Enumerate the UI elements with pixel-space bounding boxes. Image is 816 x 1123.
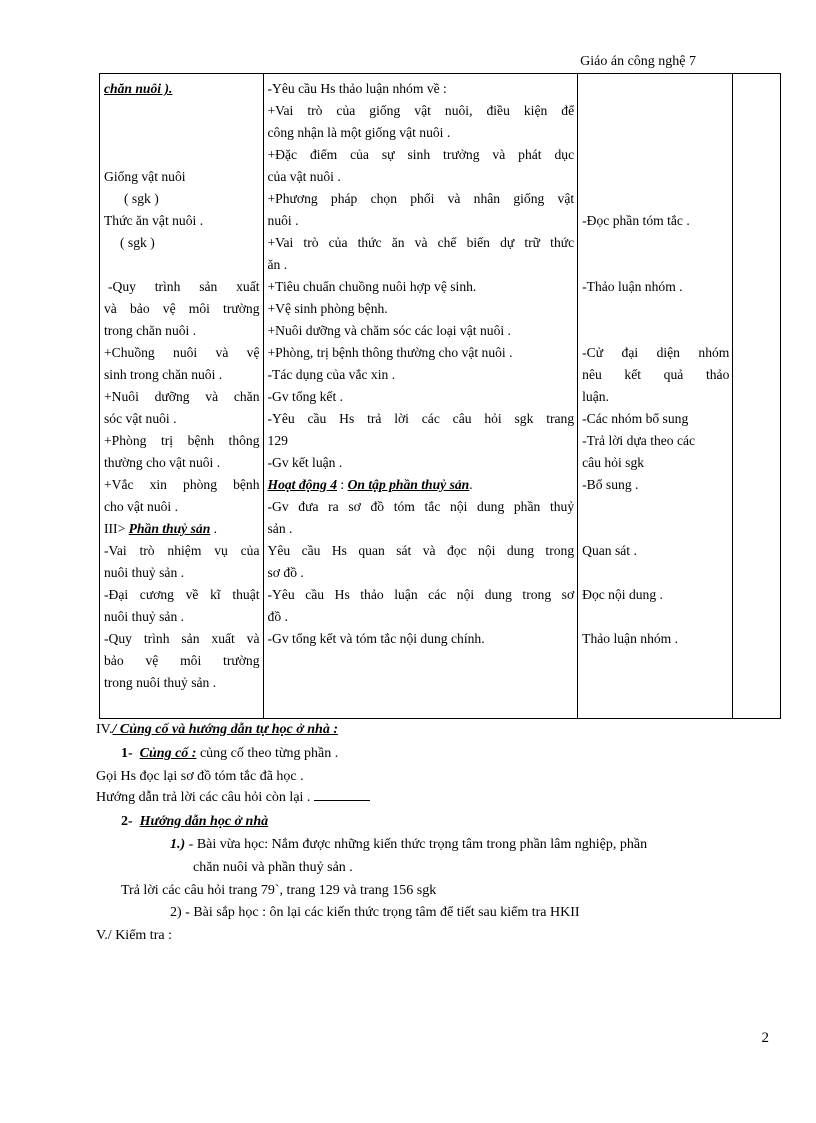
- col2-line: +Tiêu chuẩn chuồng nuôi hợp vệ sinh.: [267, 279, 477, 294]
- col1-line: trong nuôi thuỷ sản .: [104, 675, 217, 690]
- col3-line: -Thảo luận nhóm .: [582, 279, 683, 294]
- col1-line: nuôi thuỷ sản .: [104, 609, 185, 624]
- content-column: [100, 74, 264, 719]
- col1-line: Giống vật nuôi: [104, 169, 186, 184]
- col2-line: Yêu cầu Hs quan sát và đọc nội dung trong: [267, 543, 575, 558]
- col2-line: +Phòng, trị bệnh thông thường cho vật nuôi .: [267, 345, 513, 360]
- col2-line: -Yêu cầu Hs trả lời các câu hỏi sgk trang: [267, 411, 575, 426]
- home-study-heading: 2- Hướng dẫn học ở nhà: [121, 814, 269, 829]
- notes-column: [733, 74, 781, 719]
- col2-line: +Vai trò của giống vật nuôi, điều kiện để: [267, 103, 575, 118]
- col1-line: ( sgk ): [124, 191, 159, 206]
- col2-line: +Đặc điểm của sự sinh trưởng và phát dục: [267, 147, 575, 162]
- home-study-item-2: 2) - Bài sắp học : ôn lại các kiến thức trọng tâm để tiết sau kiểm tra HKII: [170, 905, 580, 920]
- col1-line: nuôi thuỷ sản .: [104, 565, 185, 580]
- col1-line: -Vai trò nhiệm vụ của: [104, 543, 260, 558]
- col2-line: -Yêu cầu Hs thảo luận nhóm về :: [267, 81, 447, 96]
- col3-line: -Trả lời dựa theo các: [582, 433, 696, 448]
- col1-line: sóc vật nuôi .: [104, 411, 177, 426]
- answer-pages-line: Trả lời các câu hỏi trang 79`, trang 129 và trang 156 sgk: [121, 883, 437, 898]
- col2-line: đồ .: [267, 609, 288, 624]
- col1-line: -Đại cương về kĩ thuật: [104, 587, 260, 602]
- col3-line: câu hỏi sgk: [582, 455, 645, 470]
- col1-line: chăn nuôi ).: [104, 81, 173, 96]
- col2-line: -Gv tổng kết .: [267, 389, 344, 404]
- col1-line: trong chăn nuôi .: [104, 323, 197, 338]
- col2-line: nuôi .: [267, 213, 299, 228]
- consolidation-line: 1- Củng cố : củng cố theo từng phần .: [121, 746, 339, 761]
- col3-line: Quan sát .: [582, 543, 637, 558]
- teacher-activity-column: [263, 74, 578, 719]
- page-number: 2: [761, 1030, 769, 1046]
- col2-line: sơ đồ .: [267, 565, 304, 580]
- review-line: Gọi Hs đọc lại sơ đồ tóm tắc đã học .: [96, 769, 304, 784]
- col1-line: và bảo vệ môi trường: [104, 301, 260, 316]
- answer-guide-line: Hướng dẫn trả lời các câu hỏi còn lại .: [96, 790, 370, 806]
- home-study-item-1-cont: chăn nuôi và phần thuỷ sản .: [193, 860, 353, 875]
- col1-line: -Quy trình sản xuất và: [104, 631, 260, 646]
- col2-line: 129: [267, 433, 288, 448]
- col2-line: -Gv đưa ra sơ đồ tóm tắc nội dung phần thuỷ: [267, 499, 575, 514]
- col1-line: ( sgk ): [120, 235, 155, 250]
- col1-line: sinh trong chăn nuôi .: [104, 367, 223, 382]
- col1-line: -Quy trình sản xuất: [108, 279, 260, 294]
- col2-line: +Nuôi dưỡng và chăm sóc các loại vật nuôi .: [267, 323, 511, 338]
- col1-line: +Vắc xin phòng bệnh: [104, 477, 260, 492]
- col2-line: của vật nuôi .: [267, 169, 341, 184]
- section-iv-title: IV./ Củng cố và hướng dẫn tự học ở nhà :: [96, 722, 338, 737]
- col3-line: -Bổ sung .: [582, 477, 639, 492]
- col3-line: Thảo luận nhóm .: [582, 631, 679, 646]
- col1-line: cho vật nuôi .: [104, 499, 178, 514]
- activity-heading: Hoạt động 4 : On tập phần thuỷ sản.: [267, 477, 473, 492]
- col1-section-heading: III> Phần thuỷ sản .: [104, 521, 218, 536]
- col3-line: nêu kết quả thảo: [582, 367, 730, 382]
- col2-line: +Vai trò của thức ăn và chế biến dự trữ thức: [267, 235, 575, 250]
- table-row: [100, 74, 781, 719]
- col3-line: Đọc nội dung .: [582, 587, 663, 602]
- col3-line: luận.: [582, 389, 609, 404]
- col1-line: thường cho vật nuôi .: [104, 455, 221, 470]
- home-study-item-1: 1.) - Bài vừa học: Nắm được những kiến thức trọng tâm trong phần lâm nghiệp, phần: [170, 837, 648, 852]
- lesson-table: [99, 73, 781, 719]
- col3-line: -Cử đại diện nhóm: [582, 345, 730, 360]
- col2-line: công nhận là một giống vật nuôi .: [267, 125, 451, 140]
- page-header: Giáo án công nghệ 7: [580, 54, 696, 69]
- col2-line: -Gv tổng kết và tóm tắc nội dung chính.: [267, 631, 485, 646]
- col1-line: +Chuồng nuôi và vệ: [104, 345, 260, 360]
- col1-line: +Nuôi dưỡng và chăn: [104, 389, 260, 404]
- col2-line: +Vệ sinh phòng bệnh.: [267, 301, 388, 316]
- col2-line: +Phương pháp chọn phối và nhân giống vật: [267, 191, 575, 206]
- col3-line: -Các nhóm bổ sung: [582, 411, 689, 426]
- col2-line: -Yêu cầu Hs thảo luận các nội dung trong sơ: [267, 587, 575, 602]
- col3-line: -Đọc phần tóm tắc .: [582, 213, 690, 228]
- col2-line: -Gv kết luận .: [267, 455, 343, 470]
- col2-line: sản .: [267, 521, 293, 536]
- col1-line: bảo vệ môi trường: [104, 653, 260, 668]
- col2-line: ăn .: [267, 257, 288, 272]
- col1-line: +Phòng trị bệnh thông: [104, 433, 260, 448]
- student-activity-column: [578, 74, 733, 719]
- col1-line: Thức ăn vật nuôi .: [104, 213, 204, 228]
- section-v-title: V./ Kiểm tra :: [96, 928, 172, 943]
- col2-line: -Tác dụng của vắc xin .: [267, 367, 396, 382]
